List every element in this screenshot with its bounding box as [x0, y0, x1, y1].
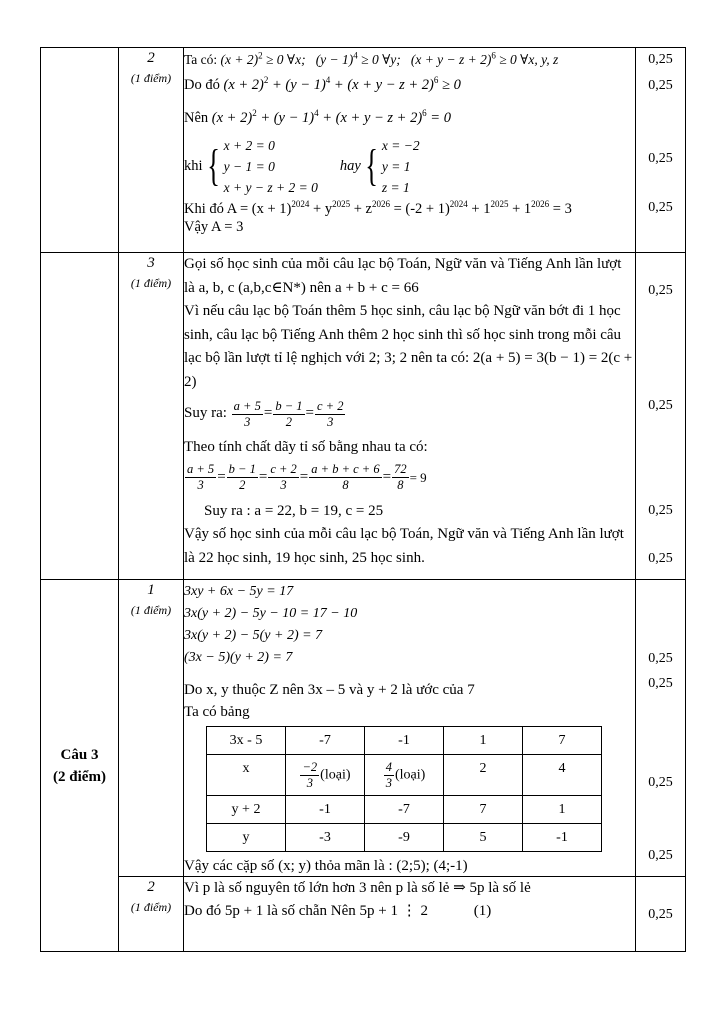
score-value: 0,25 — [648, 78, 673, 93]
solution-line: Suy ra : a = 22, b = 19, c = 25 — [204, 502, 384, 519]
solution-cell — [184, 580, 636, 877]
table-row — [207, 755, 602, 796]
table-cell: y + 2 — [207, 796, 286, 824]
score-value: 0,25 — [648, 651, 673, 666]
solution-line: Suy ra: $\frac{a + 5}{3}$ = $\frac{b - 1}{2}$ = $\frac{c + 2}{3}$ — [184, 398, 344, 429]
table-cell: $\frac{4}{3}$ (loại) — [365, 755, 444, 796]
table-cell: -1 — [365, 727, 444, 755]
score-value: 0,25 — [648, 848, 673, 863]
section-cell-cau3 — [41, 580, 119, 952]
part-number: 2 — [147, 50, 155, 66]
table-cell: 1 — [444, 727, 523, 755]
table-cell: y — [207, 824, 286, 852]
section-title: Câu 3 — [60, 746, 99, 763]
table-cell: -9 — [365, 824, 444, 852]
score-cell — [636, 877, 686, 952]
table-cell: 3x - 5 — [207, 727, 286, 755]
table-cell: 2 — [444, 755, 523, 796]
solution-line: Vậy các cặp số (x; y) thỏa mãn là : (2;5); (4;-1) — [184, 858, 468, 874]
score-cell — [636, 580, 686, 877]
fraction: $\frac{b - 1}{2}$ — [275, 398, 303, 429]
answer-key-table — [40, 47, 686, 952]
score-cell — [636, 253, 686, 580]
table-cell: $\frac{-2}{3}$ (loại) — [286, 755, 365, 796]
solution-line: Do x, y thuộc Z nên 3x – 5 và y + 2 là ước của 7 — [184, 682, 475, 698]
score-value: 0,25 — [648, 200, 673, 215]
solution-line: Vì p là số nguyên tố lớn hơn 3 nên p là số lẻ ⇒ 5p là số lẻ — [184, 880, 531, 896]
table-cell: 1 — [523, 796, 602, 824]
equation-line: 3xy + 6x − 5y = 17 — [184, 584, 294, 599]
table-cell: 5 — [444, 824, 523, 852]
equation-line: 3x(y + 2) − 5(y + 2) = 7 — [184, 628, 323, 643]
solution-paragraph: Vì nếu câu lạc bộ Toán thêm 5 học sinh, câu lạc bộ Ngữ văn bớt đi 1 học sinh, câu lạc bộ Tiếng Anh thêm 2 học sinh thì số học sinh trong mỗi câu lạc bộ lần lượt tỉ lệ nghịch với 2; 3; 2 nên ta có: 2(a + 5) = 3(b − 1) = 2(c + 2) — [184, 303, 633, 390]
table-row — [207, 824, 602, 852]
part-points: (1 điểm) — [130, 603, 172, 617]
table-cell: -1 — [286, 796, 365, 824]
solution-cell — [184, 877, 636, 952]
score-value: 0,25 — [648, 52, 673, 67]
solution-line: Do đó $(x + 2)^2 + (y - 1)^4 + (x + y - z + 2)^6 \ge 0$ — [184, 75, 461, 93]
score-value: 0,25 — [648, 676, 673, 691]
table-cell: 7 — [444, 796, 523, 824]
table-cell: 7 — [523, 727, 602, 755]
fraction: $\frac{72}{8}$ — [394, 462, 407, 492]
part-number-cell — [119, 48, 184, 253]
answer-row-q3-part2 — [41, 877, 686, 952]
table-cell: -1 — [523, 824, 602, 852]
solution-line: $\frac{a + 5}{3}$ = $\frac{b - 1}{2}$ = $\frac{c + 2}{3}$ = $\frac{a + b + c + 6}{8}$ = $\frac{72}{8}$ = 9 — [187, 462, 427, 492]
score-value: 0,25 — [648, 283, 673, 298]
score-value: 0,25 — [648, 503, 673, 518]
table-cell: -7 — [286, 727, 365, 755]
answer-row-q3-part1 — [41, 580, 686, 877]
solution-cell — [184, 48, 636, 253]
part-number-cell — [119, 253, 184, 580]
solution-cell — [184, 253, 636, 580]
solution-paragraph: Theo tính chất dãy tỉ số bằng nhau ta có: — [184, 439, 428, 455]
part-number: 1 — [147, 582, 155, 598]
fraction: $\frac{a + 5}{3}$ — [187, 462, 215, 492]
solution-line: Khi đó $A = (x + 1)^{2024} + y^{2025} + z^{2026} = (-2 + 1)^{2024} + 1^{2025} + 1^{2026} = 3$ — [184, 199, 572, 217]
table-cell: -3 — [286, 824, 365, 852]
table-row — [207, 796, 602, 824]
solution-paragraph: Gọi số học sinh của mỗi câu lạc bộ Toán, Ngữ văn và Tiếng Anh lần lượt là a, b, c (a,b,c∈N*) nên a + b + c = 66 — [184, 256, 622, 296]
fraction: $\frac{c + 2}{3}$ — [316, 398, 344, 429]
solution-line: Nên $(x + 2)^2 + (y - 1)^4 + (x + y - z + 2)^6 = 0$ — [184, 108, 451, 126]
solution-paragraph: Vậy số học sinh của mỗi câu lạc bộ Toán, Ngữ văn và Tiếng Anh lần lượt là 22 học sinh, 19 học sinh, 25 học sinh. — [184, 526, 624, 566]
table-row — [207, 727, 602, 755]
answer-row-q2-part2 — [41, 48, 686, 253]
part-number: 2 — [147, 879, 155, 895]
fraction: $\frac{a + 5}{3}$ — [233, 398, 261, 429]
solution-line: Ta có: $(x + 2)^2 \ge 0$ ∀x; $(y - 1)^4 \ge 0$ ∀y; $(x + y - z + 2)^6 \ge 0$ ∀x, y, z — [184, 50, 559, 67]
table-cell: x — [207, 755, 286, 796]
solution-line: Vậy A = 3 — [184, 219, 244, 235]
equation-system-2: { x = −2 y = 1 z = 1 — [365, 137, 420, 195]
equation-line: 3x(y + 2) − 5y − 10 = 17 − 10 — [184, 606, 358, 621]
part-points: (1 điểm) — [130, 276, 172, 290]
solution-line: Do đó 5p + 1 là số chẵn Nên 5p + 1 ⋮ 2 (1) — [184, 903, 492, 919]
fraction: $\frac{b - 1}{2}$ — [228, 462, 256, 492]
part-points: (1 điểm) — [130, 71, 172, 85]
equation-system-line: khi { x + 2 = 0 y − 1 = 0 x + y − z + 2 = 0 hay { x = −2 y = 1 z = 1 — [184, 134, 635, 198]
fraction: $\frac{c + 2}{3}$ — [270, 462, 297, 492]
fraction: $\frac{a + b + c + 6}{8}$ — [311, 462, 380, 492]
section-cell-empty — [41, 48, 119, 253]
equation-line: (3x − 5)(y + 2) = 7 — [184, 650, 293, 665]
part-points: (1 điểm) — [130, 900, 172, 914]
part-number: 3 — [147, 255, 155, 271]
table-cell: -7 — [365, 796, 444, 824]
part-number-cell — [119, 877, 184, 952]
score-value: 0,25 — [648, 907, 673, 922]
score-value: 0,25 — [648, 151, 673, 166]
score-value: 0,25 — [648, 398, 673, 413]
table-cell: 4 — [523, 755, 602, 796]
score-value: 0,25 — [648, 775, 673, 790]
fraction: $\frac{4}{3}$ — [385, 759, 392, 790]
section-points: (2 điểm) — [53, 768, 106, 785]
fraction: $\frac{-2}{3}$ — [302, 759, 318, 790]
divisor-table — [206, 726, 602, 852]
answer-row-q2-part3 — [41, 253, 686, 580]
section-cell-empty — [41, 253, 119, 580]
score-cell — [636, 48, 686, 253]
score-value: 0,25 — [648, 551, 673, 566]
equation-system-1: { x + 2 = 0 y − 1 = 0 x + y − z + 2 = 0 — [206, 137, 318, 195]
part-number-cell — [119, 580, 184, 877]
solution-line: Ta có bảng — [184, 704, 250, 720]
